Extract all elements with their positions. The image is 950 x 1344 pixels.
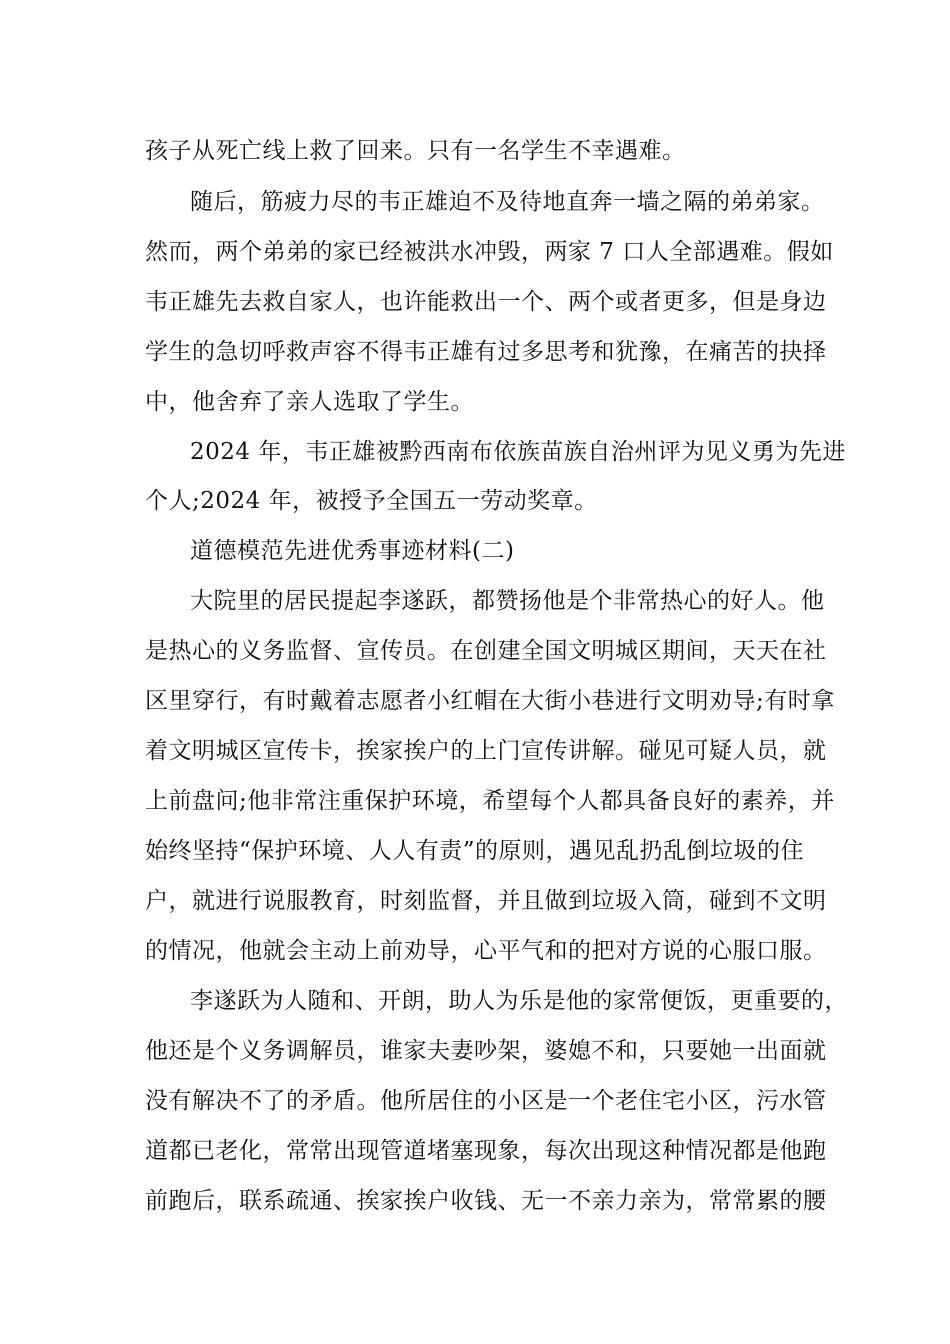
text-line: 上前盘问;他非常注重保护环境，希望每个人都具备良好的素养，并 [145,788,835,814]
text-line: 着文明城区宣传卡，挨家挨户的上门宣传讲解。碰见可疑人员，就 [145,738,827,764]
text-line: 始终坚持“保护环境、人人有责”的原则，遇见乱扔乱倒垃圾的住 [145,838,805,864]
text-line: 2024 年，韦正雄被黔西南布依族苗族自治州评为见义勇为先进 [190,439,846,465]
text-line: 区里穿行，有时戴着志愿者小红帽在大街小巷进行文明劝导;有时拿 [145,688,835,714]
text-line: 是热心的义务监督、宣传员。在创建全国文明城区期间，天天在社 [145,638,827,664]
text-line: 孩子从死亡线上救了回来。只有一名学生不幸遇难。 [145,138,686,164]
text-line: 大院里的居民提起李遂跃，都赞扬他是个非常热心的好人。他 [190,588,825,614]
text-line: 学生的急切呼救声容不得韦正雄有过多思考和犹豫，在痛苦的抉择 [145,339,827,365]
text-line: 户，就进行说服教育，时刻监督，并且做到垃圾入筒，碰到不文明 [145,888,827,914]
text-line: 中，他舍弃了亲人选取了学生。 [145,389,474,415]
text-line: 随后，筋疲力尽的韦正雄迫不及待地直奔一墙之隔的弟弟家。 [190,189,825,215]
text-line: 他还是个义务调解员，谁家夫妻吵架，婆媳不和，只要她一出面就 [145,1038,827,1064]
text-line: 李遂跃为人随和、开朗，助人为乐是他的家常便饭，更重要的， [190,988,848,1014]
text-line: 前跑后，联系疏通、挨家挨户收钱、无一不亲力亲为，常常累的腰 [145,1188,827,1214]
section-heading: 道德模范先进优秀事迹材料(二) [190,538,515,564]
text-line: 道都已老化，常常出现管道堵塞现象，每次出现这种情况都是他跑 [145,1138,827,1164]
text-line: 的情况，他就会主动上前劝导，心平气和的把对方说的心服口服。 [145,938,827,964]
text-line: 然而，两个弟弟的家已经被洪水冲毁，两家 7 口人全部遇难。假如 [145,239,834,265]
text-line: 个人;2024 年，被授予全国五一劳动奖章。 [145,488,598,514]
text-line: 没有解决不了的矛盾。他所居住的小区是一个老住宅小区，污水管 [145,1088,827,1114]
text-line: 韦正雄先去救自家人，也许能救出一个、两个或者更多，但是身边 [145,289,827,315]
